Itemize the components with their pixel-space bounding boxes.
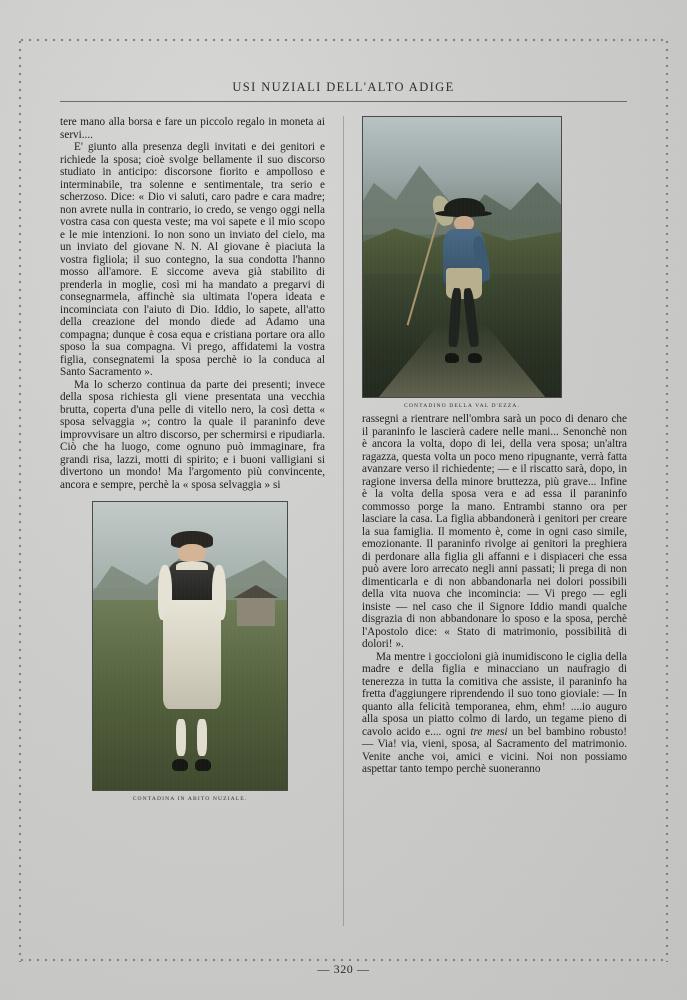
figure-caption-top-right: CONTADINO DELLA VAL D'EZZA. <box>404 403 520 409</box>
illustration-peasant-man <box>362 116 562 398</box>
column-divider-rule <box>343 116 344 926</box>
paragraph-l2: E' giunto alla presenza degli invitati e dei genitori e richiede la sposa; cioè svolge bellamente il suo discorso studiato in anticipo: discorsone fiorito e ampolloso e interminabile, tra solenne e sentimentale, tra serio e scherzoso. Dice: « Dio vi saluti, caro padre e cara madre; non avrete nulla in contrario, io credo, se vengo oggi nella vostra casa con questa veste; ma voi sapete e il mio scopo e le mie intenzioni. Io non sono un inviato del cielo, ma un inviato del giovane N. N. Al giovane è piaciuta la vostra figliola; il suo contegno, la sua condotta l'hanno mosso all'amore. E siccome aveva già stabilito di prenderla in moglie, così mi ha mandato a pregarvi di consegnarmela, affinchè sia ultimata l'opera ideata e incominciata con l'aiuto di Dio. Iddio, lo sapete, all'atto della creazione del mondo diede ad Adamo una compagna; dunque è cosa equa e cristiana portare ora allo sposo la sua compagna. Vi prego, affidatemi la vostra figlia, consegnatemi la sposa perchè io la conduca al Santo Sacramento ». <box>60 141 325 378</box>
running-head-title: USI NUZIALI DELL'ALTO ADIGE <box>232 80 455 94</box>
paragraph-r1: rassegni a rientrare nell'ombra sarà un poco di denaro che il paraninfo le lascierà cadere nelle mani... Senonchè non è ancora la volta, dopo di lei, della vera sposa; un'altra ragazza, questa volta un poco meno ripugnante, verrà fatta avanzare verso il richiedente; — e il riscatto sarà, dopo, in ragione inversa della minore bruttezza, più grave... Infine è la volta della sposa vera e ad essa il paraninfo commosso porge la mano. Entrambi stanno ora per lasciare la casa. La figlia abbandonerà i genitori per creare la sua famiglia. Il momento è, come in ogni caso simile, emozionante. Il paraninfo rivolge ai genitori la preghiera di perdonare alla figlia gli affanni e i dispiaceri che essa può avere loro arrecato negli anni passati; li prega di non dimenticarla e di non abbandonarla nei dolori possibili della vita nuova che incomincia: — Vi prego — egli insiste — nel caso che il Signore Iddio mandi qualche disgrazia di non abbandonare lo sposo e la sposa, perchè l'Apostolo dice: « Stato di matrimonio, possibilità di dolori! ». <box>362 413 627 650</box>
figure-top-right <box>362 116 562 409</box>
figure-bottom-left <box>92 501 288 802</box>
left-column <box>60 116 325 802</box>
paragraph-l3: Ma lo scherzo continua da parte dei presenti; invece della sposa richiesta gli viene presentata una vecchia brutta, coperta d'una pelle di vitello nero, la così detta « sposa selvaggia »; contro la quale il paraninfo deve improvvisare un altro discorso, per schermirsi e ripudiarla. Ciò che ha luogo, come ognuno può immaginare, fra grandi risa, lazzi, motti di spirito; e i buoni valligiani si divertono un mondo! Ma l'argomento più convincente, ancora e sempre, perchè la « sposa selvaggia » si <box>60 378 325 491</box>
page-folio-number: — 320 — <box>317 962 370 976</box>
paragraph-r2-part2: un bel bambino robusto! — Via! via, vieni, sposa, al Sacramento del matrimonio. Venite anche voi, amici e vicini. Noi non possiamo aspettar tanto tempo perchè suoneranno <box>362 725 628 775</box>
right-column <box>362 116 627 776</box>
header-rule <box>60 101 627 102</box>
page-content <box>60 80 628 802</box>
illustration-peasant-woman <box>92 501 288 791</box>
paragraph-l1: tere mano alla borsa e fare un piccolo regalo in moneta ai servi.... <box>60 116 325 141</box>
paragraph-r2-part1: Ma mentre i goccioloni già inumidiscono le ciglia della madre e della figlia e minacciano un naufragio di tenerezza in tutta la comitiva che assiste, il paraninfo ha fretta d'aggiungere riprendendo il suo tono gioviale: — In quanto alla felicità temporanea, ehm, ehm! ....io auguro alla sposa un piatto colmo di lardo, un tegame pieno di cavolo acido e.... ogni <box>362 650 627 738</box>
figure-caption-bottom-left: CONTADINA IN ABITO NUZIALE. <box>132 796 248 802</box>
paragraph-r2-final <box>362 651 627 776</box>
paragraph-r2-italic: tre mesi <box>470 725 508 738</box>
